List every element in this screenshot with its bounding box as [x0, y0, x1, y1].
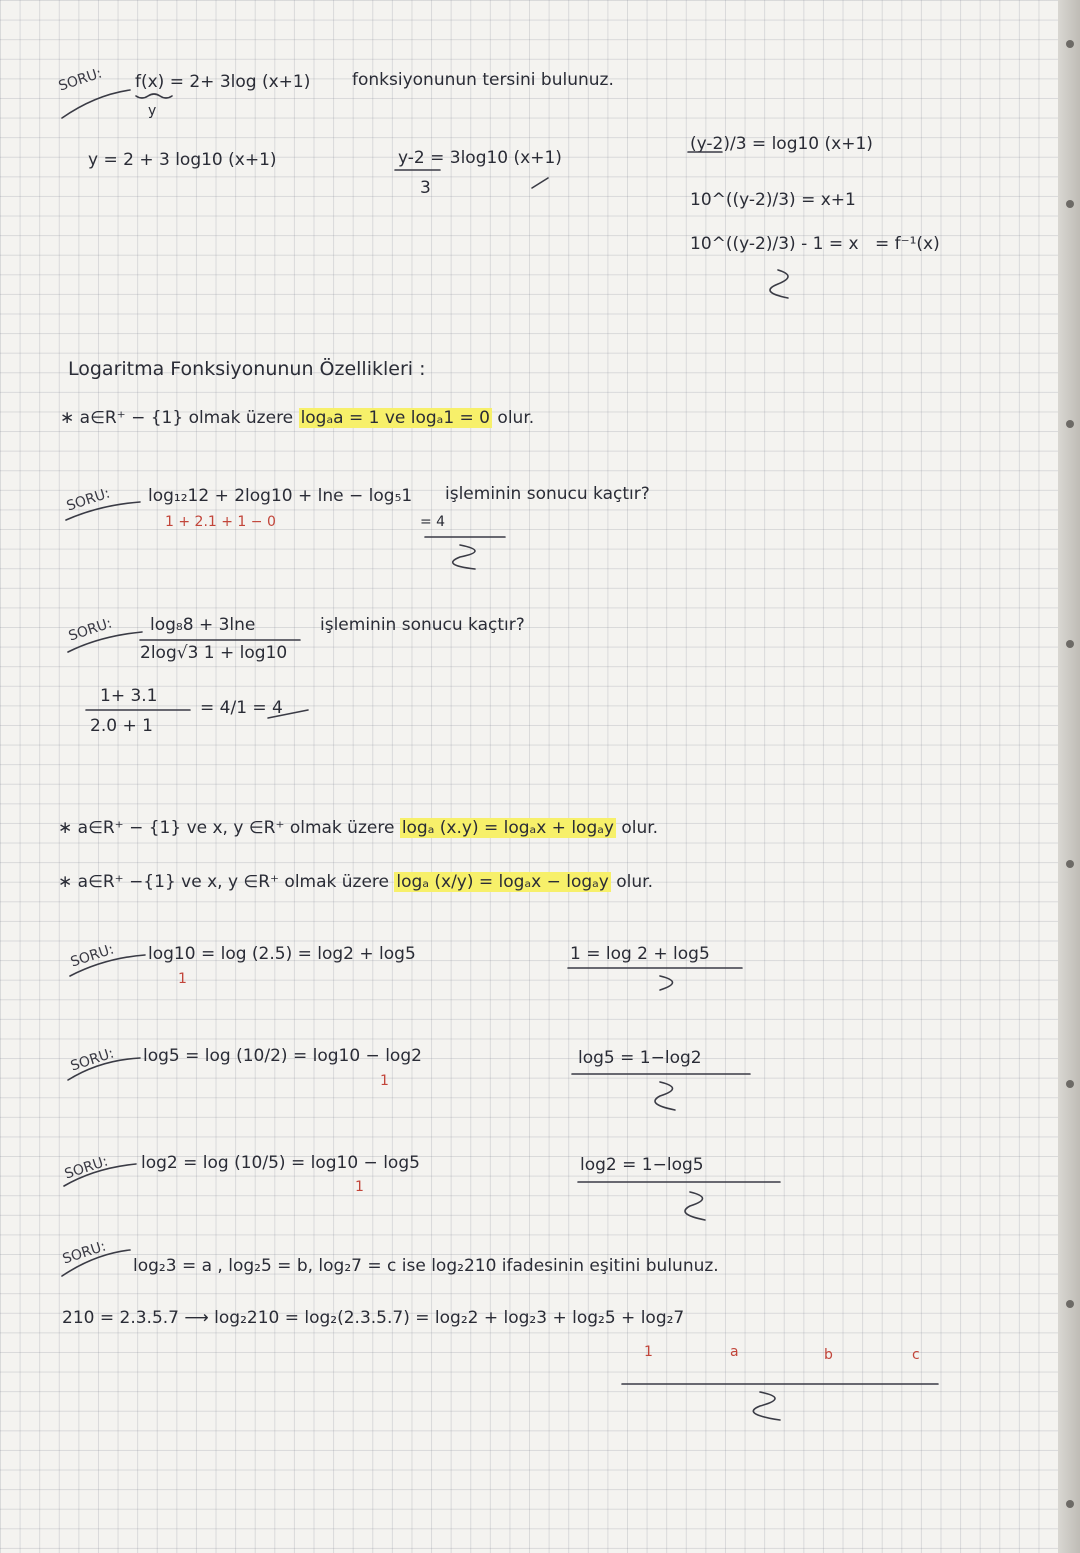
q6-result: log2 = 1−log5 [580, 1155, 704, 1175]
q2-result: = 4 [420, 514, 446, 530]
property-rule-1-suffix: olur. [497, 408, 535, 428]
property-rule-1-highlight: logₐa = 1 ve logₐ1 = 0 [300, 408, 491, 428]
binding-hole [1066, 1500, 1074, 1508]
q1-answer-squiggle [770, 270, 788, 298]
binding-hole [1066, 1300, 1074, 1308]
q1-underbrace [136, 94, 172, 98]
q7-work: 210 = 2.3.5.7 ⟶ log₂210 = log₂(2.3.5.7) = log₂2 + log₂3 + log₂5 + log₂7 [62, 1308, 685, 1328]
q3-denominator: 2log√3 1 + log10 [140, 643, 288, 663]
q4-result: 1 = log 2 + log5 [570, 944, 710, 964]
q6-underscript: 1 [355, 1179, 364, 1195]
q2-expression: log₁₂12 + 2log10 + lne − log₅1 [148, 486, 413, 506]
q4-expression: log10 = log (2.5) = log2 + log5 [148, 944, 416, 964]
binding-hole [1066, 40, 1074, 48]
product-rule-suffix: olur. [621, 818, 659, 838]
q7-answer-b: b [824, 1347, 833, 1363]
q3-question-text: işleminin sonucu kaçtır? [320, 615, 525, 635]
soru-label: SORU: [56, 65, 104, 95]
q1-cancel-stroke [532, 178, 548, 188]
q6-answer-squiggle [685, 1192, 705, 1220]
q5-underscript: 1 [380, 1073, 389, 1089]
q4-answer-squiggle [660, 976, 673, 990]
binding-hole [1066, 1080, 1074, 1088]
q3-result: = 4/1 = 4 [200, 698, 283, 718]
quotient-rule [58, 874, 653, 891]
product-rule-prefix: ∗ a∈R⁺ − {1} ve x, y ∈R⁺ olmak üzere [58, 818, 395, 838]
section-title: Logaritma Fonksiyonunun Özellikleri : [68, 358, 426, 380]
q7-given: log₂3 = a , log₂5 = b, log₂7 = c ise log₂210 ifadesinin eşitini bulunuz. [133, 1256, 719, 1276]
soru-label: SORU: [62, 1153, 110, 1183]
q1-step-4: 10^((y-2)/3) = x+1 [690, 190, 856, 210]
q3-numerator: log₈8 + 3lne [150, 615, 256, 635]
binding-hole [1066, 420, 1074, 428]
soru-label: SORU: [68, 941, 116, 971]
quotient-rule-highlight: logₐ (x/y) = logₐx − logₐy [396, 872, 609, 892]
q2-answer-squiggle [453, 545, 475, 569]
soru-underline-stroke [62, 90, 130, 118]
q1-task-text: fonksiyonunun tersini bulunuz. [352, 70, 614, 90]
q2-work: 1 + 2.1 + 1 − 0 [165, 514, 276, 530]
q5-expression: log5 = log (10/2) = log10 − log2 [143, 1046, 422, 1066]
q1-step-2-den: 3 [420, 178, 431, 198]
q7-answer-squiggle [753, 1392, 780, 1420]
product-rule [58, 820, 658, 837]
q1-function: f(x) = 2+ 3log (x+1) [135, 72, 311, 92]
soru-label: SORU: [68, 1045, 116, 1075]
q7-answer-1: 1 [644, 1344, 653, 1360]
binding-hole [1066, 640, 1074, 648]
q7-answer-a: a [730, 1344, 739, 1360]
soru-label: SORU: [66, 615, 114, 645]
q7-answer-c: c [912, 1347, 920, 1363]
soru-label: SORU: [60, 1238, 108, 1268]
q5-result: log5 = 1−log2 [578, 1048, 702, 1068]
q3-work-denominator: 2.0 + 1 [90, 716, 153, 736]
q5-answer-squiggle [655, 1082, 675, 1110]
quotient-rule-prefix: ∗ a∈R⁺ −{1} ve x, y ∈R⁺ olmak üzere [58, 872, 389, 892]
q1-step-3: (y-2)/3 = log10 (x+1) [690, 134, 873, 154]
property-rule-1 [60, 410, 534, 427]
product-rule-highlight: logₐ (x.y) = logₐx + logₐy [401, 818, 614, 838]
binding-hole [1066, 200, 1074, 208]
binding-hole [1066, 860, 1074, 868]
q2-question-text: işleminin sonucu kaçtır? [445, 484, 650, 504]
quotient-rule-suffix: olur. [616, 872, 654, 892]
q1-step-5: 10^((y-2)/3) - 1 = x [690, 234, 859, 254]
q4-underscript: 1 [178, 971, 187, 987]
property-rule-1-prefix: ∗ a∈R⁺ − {1} olmak üzere [60, 408, 294, 428]
q6-expression: log2 = log (10/5) = log10 − log5 [141, 1153, 420, 1173]
q1-inverse: = f⁻¹(x) [875, 234, 940, 254]
q1-step-2: y-2 = 3log10 (x+1) [398, 148, 562, 168]
notebook-binding [1058, 0, 1080, 1553]
q1-y-label: y [148, 103, 157, 119]
q1-step-1: y = 2 + 3 log10 (x+1) [88, 150, 277, 170]
q3-work-numerator: 1+ 3.1 [100, 686, 158, 706]
soru-label: SORU: [64, 485, 112, 515]
